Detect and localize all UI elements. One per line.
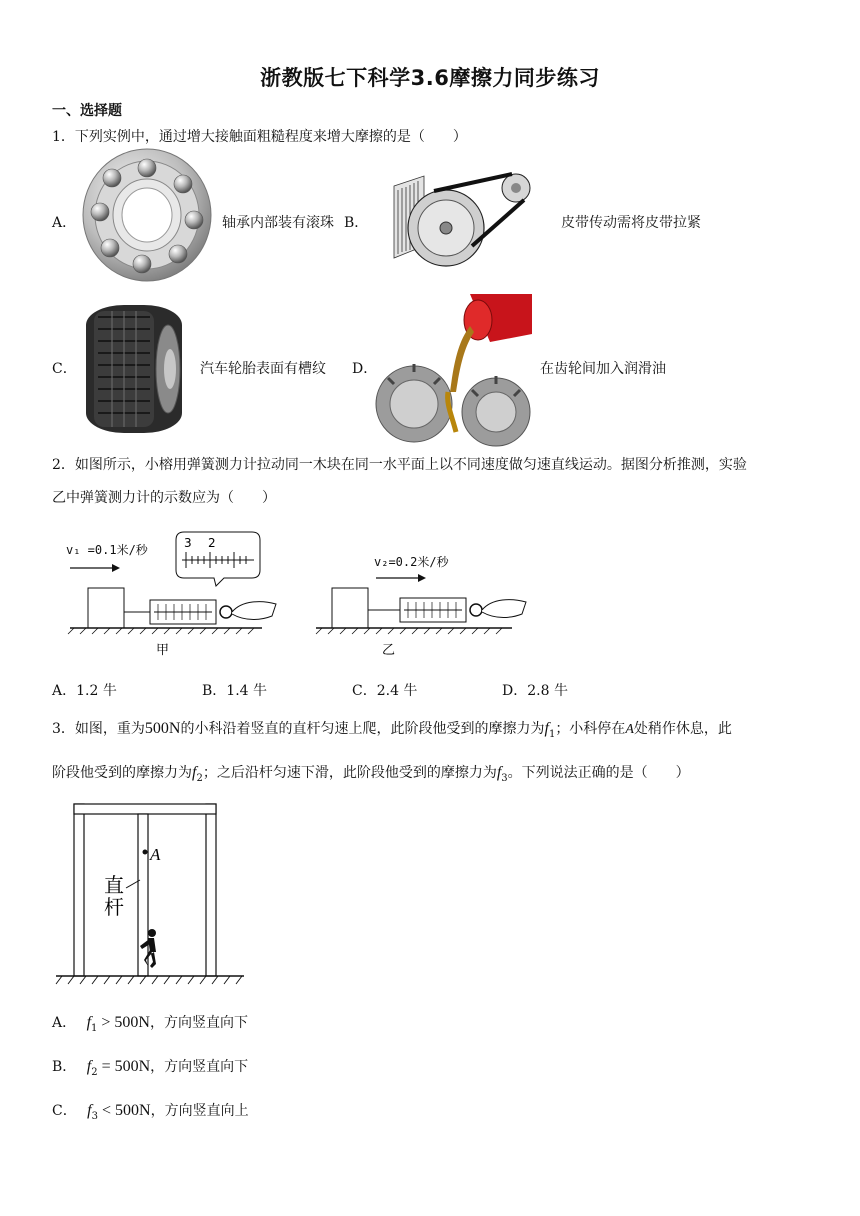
q3-option-a — [52, 1012, 248, 1034]
q3-text: 处稍作休息，此 — [633, 721, 732, 737]
q3-option-b — [52, 1056, 248, 1078]
q3-text: ；之后沿杆匀速下滑，此阶段他受到的摩擦力为 — [202, 765, 497, 781]
q3-text: 的小科沿着竖直的直杆匀速上爬，此阶段他受到的摩擦力为 — [180, 721, 545, 737]
q3-option-b-letter: B． — [52, 1059, 77, 1075]
q3-text: 阶段他受到的摩擦力为 — [52, 765, 192, 781]
q3-f1: f — [544, 720, 549, 737]
q3-weight: 500N — [144, 720, 181, 737]
pole-label-1: 直 — [104, 873, 124, 897]
q3-option-c-dir: ，方向竖直向上 — [150, 1103, 249, 1119]
experiment-yi-figure — [316, 548, 536, 660]
q3-f3-sub: 3 — [501, 772, 508, 784]
q3-text: 3．如图，重为 — [52, 721, 145, 737]
q2-option-a: A．1.2 牛 — [52, 683, 117, 699]
figure-caption-jia: 甲 — [156, 643, 170, 658]
q3-option-b-dir: ，方向竖直向下 — [150, 1059, 249, 1075]
q1-option-b-letter: B． — [344, 215, 369, 231]
q1-option-d-text: 在齿轮间加入润滑油 — [540, 361, 666, 377]
figure-caption-yi: 乙 — [382, 643, 396, 658]
q3-option-c-sub: 3 — [91, 1110, 98, 1122]
velocity-label-jia: v₁ =0.1米/秒 — [66, 543, 148, 557]
q3-f3: f — [496, 764, 502, 781]
q3-f1-sub: 1 — [548, 728, 556, 740]
point-a-label: A — [150, 845, 161, 864]
q3-point: A — [625, 722, 634, 737]
question-2-stem-line1: 2．如图所示，小榕用弹簧测力计拉动同一木块在同一水平面上以不同速度做匀速直线运动。据图分析推测，实验 — [52, 457, 747, 473]
page-title: 浙教版七下科学3.6摩擦力同步练习 — [260, 66, 600, 90]
question-3-stem-line1 — [52, 718, 812, 746]
q3-option-b-f: f — [86, 1058, 92, 1075]
q3-option-a-f: f — [86, 1014, 92, 1031]
q2-option-d: D．2.8 牛 — [502, 683, 568, 699]
q2-option-c: C．2.4 牛 — [352, 683, 418, 699]
q3-option-c-f: f — [87, 1102, 92, 1119]
q3-f2-sub: 2 — [196, 772, 203, 784]
q3-option-c-letter: C． — [52, 1103, 77, 1119]
velocity-label-yi: v₂=0.2米/秒 — [374, 555, 449, 569]
section-heading: 一、选择题 — [52, 103, 122, 119]
q1-option-d-letter: D． — [352, 361, 378, 377]
q1-option-a-text: 轴承内部装有滚珠 — [222, 215, 334, 231]
pole-label-2: 杆 — [104, 895, 124, 919]
q1-option-c-text: 汽车轮胎表面有槽纹 — [200, 361, 326, 377]
belt-drive-image — [384, 166, 534, 272]
scale-mark-3: 3 — [184, 536, 192, 550]
question-2-stem-line2: 乙中弹簧测力计的示数应为（ ） — [52, 490, 276, 506]
q1-option-c-letter: C． — [52, 361, 77, 377]
bearing-image — [80, 146, 214, 284]
q3-text: 。下列说法正确的是（ ） — [507, 765, 690, 781]
question-1-stem: 1．下列实例中，通过增大接触面粗糙程度来增大摩擦的是（ ） — [52, 129, 467, 145]
gears-oil-image — [378, 292, 532, 442]
q3-option-a-sub: 1 — [91, 1022, 98, 1034]
pole-climbing-figure — [52, 800, 248, 992]
q3-option-a-rel: > 500N — [97, 1014, 150, 1031]
experiment-jia-figure — [66, 530, 286, 660]
question-3-stem-line2 — [52, 762, 812, 790]
q3-f2: f — [192, 764, 197, 781]
scale-mark-2: 2 — [208, 536, 216, 550]
q3-option-b-sub: 2 — [91, 1066, 98, 1078]
q3-option-a-dir: ，方向竖直向下 — [149, 1015, 248, 1031]
q3-option-a-letter: A． — [52, 1015, 77, 1031]
q1-option-b-text: 皮带传动需将皮带拉紧 — [561, 215, 701, 231]
tire-image — [84, 303, 184, 435]
q1-option-a-letter: A． — [52, 215, 77, 231]
q2-option-b: B．1.4 牛 — [202, 683, 268, 699]
q3-text: ；小科停在 — [555, 721, 626, 737]
q3-option-c — [52, 1100, 249, 1122]
q3-option-b-rel: = 500N — [97, 1058, 151, 1075]
q3-option-c-rel: < 500N — [98, 1102, 151, 1119]
